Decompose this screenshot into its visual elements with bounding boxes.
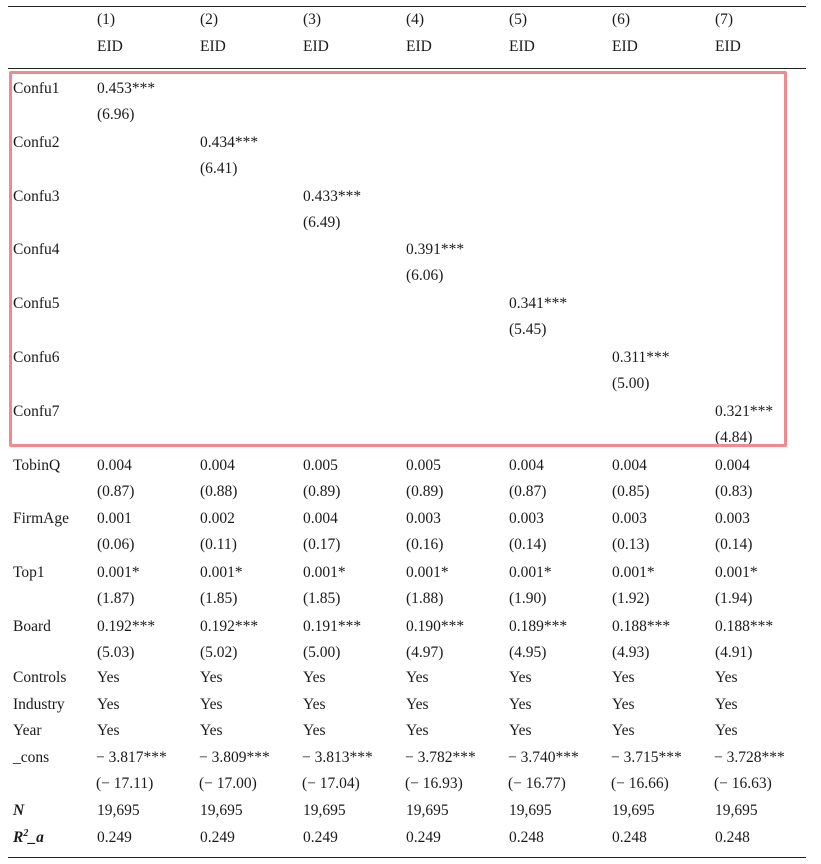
coef-cell: − 3.817*** [96, 749, 167, 766]
coef-cell: 0.004 [509, 457, 544, 474]
coef-cell: − 3.813*** [302, 749, 373, 766]
coef-cell: 0.311*** [612, 349, 670, 366]
tstat-cell: (0.87) [509, 483, 547, 500]
r2-base: R [13, 829, 24, 846]
column-dep-var: EID [97, 38, 123, 55]
row-label: Confu5 [13, 295, 60, 312]
coef-cell: 0.001* [406, 564, 449, 581]
control-cell: Yes [612, 696, 635, 713]
control-cell: Yes [509, 696, 532, 713]
coef-cell: 0.003 [406, 510, 441, 527]
tstat-cell: (0.17) [303, 536, 341, 553]
coef-cell: − 3.740*** [508, 749, 579, 766]
coef-cell: 0.001* [612, 564, 655, 581]
confu-highlight-box [9, 71, 787, 447]
control-cell: Yes [97, 696, 120, 713]
coef-cell: 0.004 [612, 457, 647, 474]
tstat-cell: (5.03) [97, 644, 135, 661]
coef-cell: 0.001 [97, 510, 132, 527]
control-label: Industry [13, 696, 65, 713]
tstat-cell: (1.94) [715, 590, 753, 607]
coef-cell: 0.001* [509, 564, 552, 581]
tstat-cell: (− 16.66) [611, 775, 669, 792]
coef-cell: 0.321*** [715, 403, 774, 420]
tstat-cell: (0.13) [612, 536, 650, 553]
coef-cell: 0.341*** [509, 295, 568, 312]
column-number: (4) [406, 11, 425, 28]
table-header-rule [8, 68, 806, 69]
coef-cell: 0.433*** [303, 188, 362, 205]
tstat-cell: (− 17.00) [199, 775, 257, 792]
coef-cell: 0.004 [97, 457, 132, 474]
row-label: Confu4 [13, 241, 60, 258]
tstat-cell: (1.92) [612, 590, 650, 607]
coef-cell: 0.188*** [612, 618, 671, 635]
tstat-cell: (6.06) [406, 267, 444, 284]
control-cell: Yes [715, 722, 738, 739]
stat-label-n: N [13, 802, 25, 819]
row-label: Top1 [13, 564, 45, 581]
coef-cell: 0.001* [97, 564, 140, 581]
stat-cell: 19,695 [509, 802, 552, 819]
tstat-cell: (5.02) [200, 644, 238, 661]
control-cell: Yes [303, 669, 326, 686]
control-cell: Yes [715, 696, 738, 713]
tstat-cell: (5.00) [303, 644, 341, 661]
control-cell: Yes [200, 696, 223, 713]
coef-cell: 0.434*** [200, 134, 259, 151]
row-label: Confu2 [13, 134, 60, 151]
column-number: (7) [715, 11, 734, 28]
control-cell: Yes [406, 722, 429, 739]
row-label: Confu7 [13, 403, 60, 420]
tstat-cell: (1.85) [303, 590, 341, 607]
tstat-cell: (− 17.11) [96, 775, 154, 792]
coef-cell: 0.453*** [97, 80, 156, 97]
column-number: (5) [509, 11, 528, 28]
coef-cell: 0.003 [612, 510, 647, 527]
stat-cell: 19,695 [715, 802, 758, 819]
coef-cell: 0.003 [715, 510, 750, 527]
column-number: (2) [200, 11, 219, 28]
column-dep-var: EID [509, 38, 535, 55]
table-top-rule [8, 6, 806, 7]
coef-cell: 0.192*** [200, 618, 259, 635]
coef-cell: 0.188*** [715, 618, 774, 635]
tstat-cell: (6.41) [200, 160, 238, 177]
tstat-cell: (6.96) [97, 106, 135, 123]
tstat-cell: (0.85) [612, 483, 650, 500]
tstat-cell: (0.16) [406, 536, 444, 553]
coef-cell: 0.005 [303, 457, 338, 474]
tstat-cell: (4.93) [612, 644, 650, 661]
tstat-cell: (4.97) [406, 644, 444, 661]
tstat-cell: (0.14) [715, 536, 753, 553]
stat-cell: 0.249 [406, 829, 441, 846]
column-number: (6) [612, 11, 631, 28]
tstat-cell: (1.87) [97, 590, 135, 607]
row-label: FirmAge [13, 510, 69, 527]
control-cell: Yes [612, 669, 635, 686]
column-dep-var: EID [715, 38, 741, 55]
control-cell: Yes [509, 722, 532, 739]
coef-cell: 0.002 [200, 510, 235, 527]
row-label: Confu1 [13, 80, 60, 97]
coef-cell: 0.004 [200, 457, 235, 474]
tstat-cell: (6.49) [303, 214, 341, 231]
stat-cell: 0.248 [612, 829, 647, 846]
tstat-cell: (0.87) [97, 483, 135, 500]
coef-cell: 0.190*** [406, 618, 465, 635]
tstat-cell: (4.95) [509, 644, 547, 661]
stat-cell: 0.249 [303, 829, 338, 846]
coef-cell: 0.005 [406, 457, 441, 474]
control-cell: Yes [97, 722, 120, 739]
control-label: Year [13, 722, 42, 739]
tstat-cell: (1.85) [200, 590, 238, 607]
tstat-cell: (4.84) [715, 429, 753, 446]
r2-sup: 2 [23, 828, 29, 839]
control-cell: Yes [200, 722, 223, 739]
tstat-cell: (0.83) [715, 483, 753, 500]
stat-cell: 19,695 [612, 802, 655, 819]
tstat-cell: (0.06) [97, 536, 135, 553]
tstat-cell: (5.00) [612, 375, 650, 392]
column-number: (3) [303, 11, 322, 28]
control-cell: Yes [303, 722, 326, 739]
tstat-cell: (− 16.63) [714, 775, 772, 792]
coef-cell: 0.189*** [509, 618, 568, 635]
control-cell: Yes [715, 669, 738, 686]
stat-cell: 0.249 [200, 829, 235, 846]
tstat-cell: (0.14) [509, 536, 547, 553]
control-cell: Yes [303, 696, 326, 713]
row-label: Board [13, 618, 51, 635]
stat-cell: 0.249 [97, 829, 132, 846]
coef-cell: 0.001* [715, 564, 758, 581]
coef-cell: 0.004 [715, 457, 750, 474]
row-label: Confu6 [13, 349, 60, 366]
stat-cell: 19,695 [406, 802, 449, 819]
tstat-cell: (1.90) [509, 590, 547, 607]
tstat-cell: (4.91) [715, 644, 753, 661]
tstat-cell: (− 16.93) [405, 775, 463, 792]
stat-cell: 19,695 [97, 802, 140, 819]
coef-cell: − 3.809*** [199, 749, 270, 766]
stat-label-r2a [13, 829, 44, 847]
coef-cell: 0.004 [303, 510, 338, 527]
column-number: (1) [97, 11, 116, 28]
control-cell: Yes [612, 722, 635, 739]
column-dep-var: EID [200, 38, 226, 55]
stat-cell: 0.248 [715, 829, 750, 846]
coef-cell: 0.001* [303, 564, 346, 581]
control-label: Controls [13, 669, 67, 686]
tstat-cell: (− 17.04) [302, 775, 360, 792]
tstat-cell: (1.88) [406, 590, 444, 607]
row-label: _cons [13, 749, 50, 766]
stat-cell: 19,695 [303, 802, 346, 819]
row-label: Confu3 [13, 188, 60, 205]
control-cell: Yes [406, 669, 429, 686]
column-dep-var: EID [303, 38, 329, 55]
tstat-cell: (0.88) [200, 483, 238, 500]
row-label: TobinQ [13, 457, 61, 474]
stat-cell: 0.248 [509, 829, 544, 846]
coef-cell: 0.001* [200, 564, 243, 581]
coef-cell: − 3.715*** [611, 749, 682, 766]
control-cell: Yes [97, 669, 120, 686]
coef-cell: − 3.782*** [405, 749, 476, 766]
coef-cell: − 3.728*** [714, 749, 785, 766]
r2-sub: _a [28, 829, 44, 846]
table-bottom-rule [8, 857, 806, 858]
tstat-cell: (0.89) [406, 483, 444, 500]
column-dep-var: EID [406, 38, 432, 55]
stat-cell: 19,695 [200, 802, 243, 819]
tstat-cell: (− 16.77) [508, 775, 566, 792]
coef-cell: 0.391*** [406, 241, 465, 258]
column-dep-var: EID [612, 38, 638, 55]
control-cell: Yes [509, 669, 532, 686]
coef-cell: 0.191*** [303, 618, 362, 635]
tstat-cell: (0.11) [200, 536, 237, 553]
coef-cell: 0.192*** [97, 618, 156, 635]
control-cell: Yes [406, 696, 429, 713]
tstat-cell: (0.89) [303, 483, 341, 500]
tstat-cell: (5.45) [509, 321, 547, 338]
control-cell: Yes [200, 669, 223, 686]
coef-cell: 0.003 [509, 510, 544, 527]
